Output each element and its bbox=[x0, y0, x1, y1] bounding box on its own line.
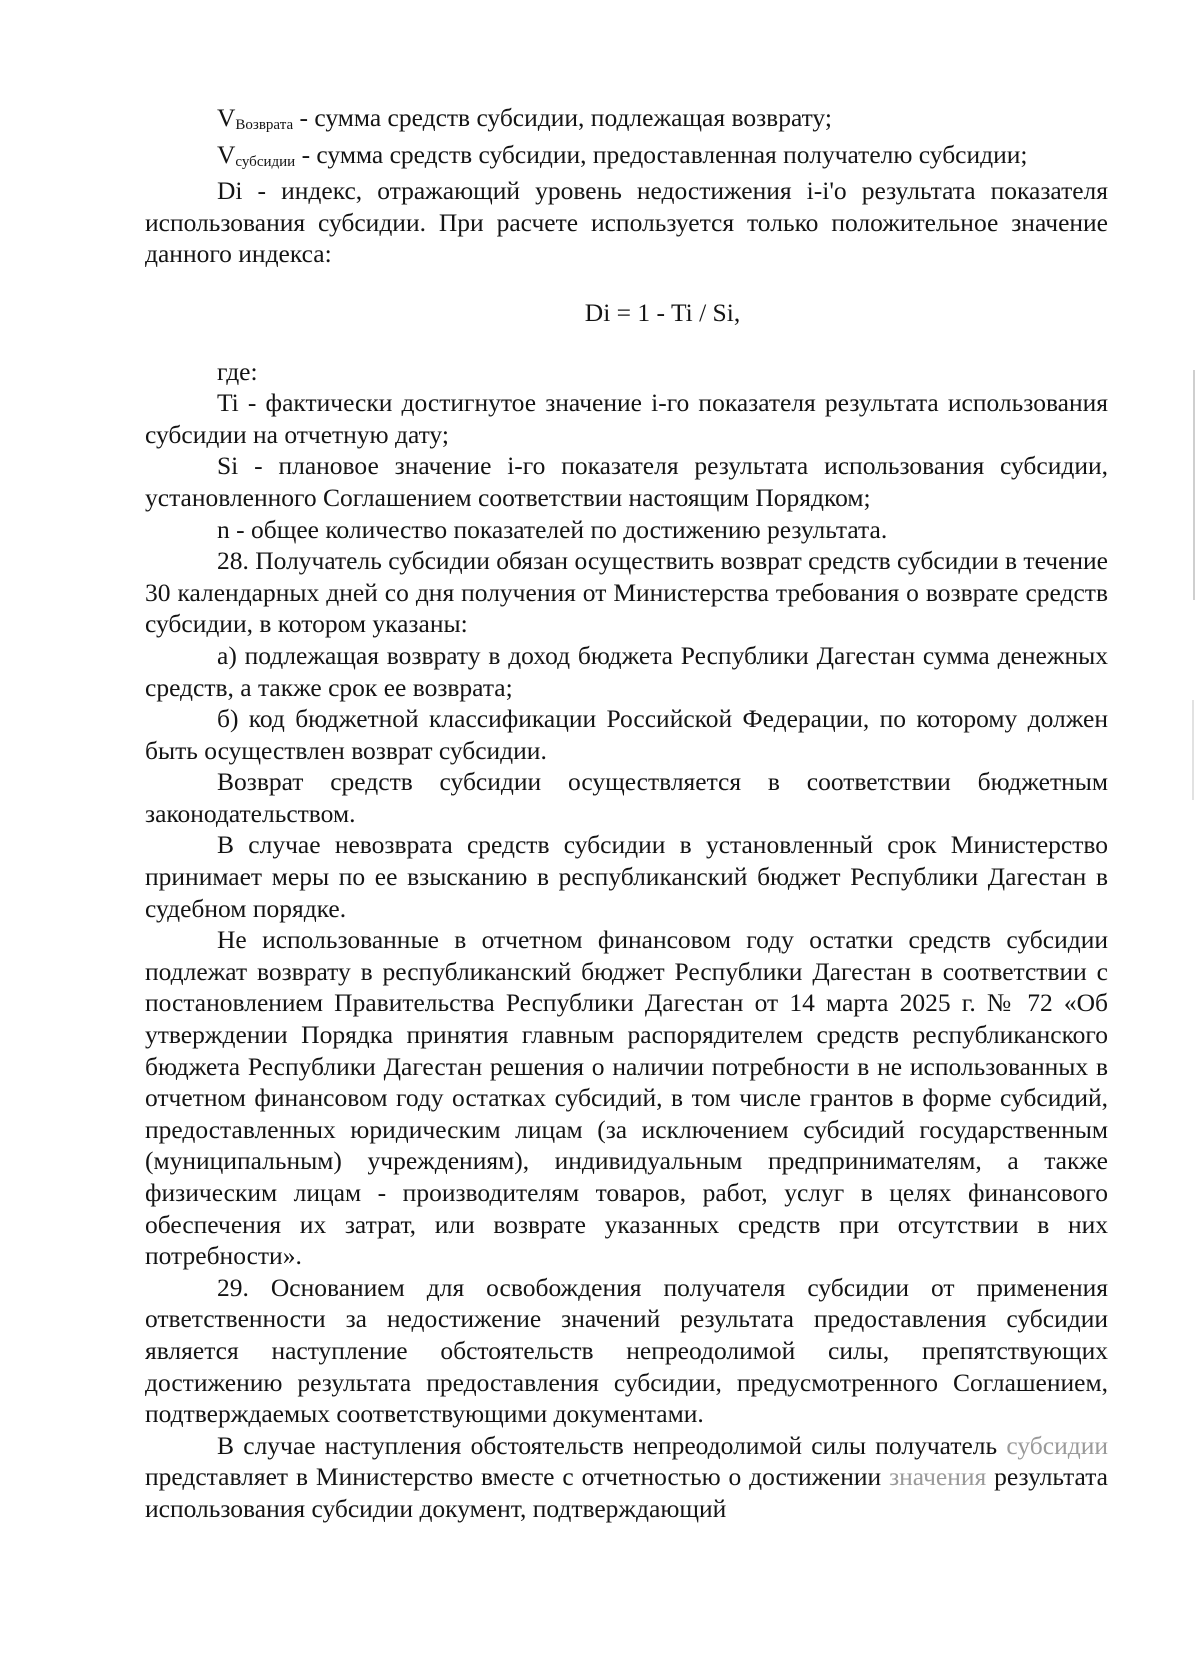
clause-28-item-b: б) код бюджетной классификации Российской Федерации, по которому должен быть осуществлен возврат субсидии. bbox=[145, 704, 1108, 765]
clause-28: 28. Получатель субсидии обязан осуществить возврат средств субсидии в течение 30 календарных дней со дня получения от Министерства требования о возврате средств субсидии, в котором указаны: bbox=[145, 546, 1108, 639]
v-return-text: - сумма средств субсидии, подлежащая возврату; bbox=[293, 103, 832, 132]
clause-29: 29. Основанием для освобождения получателя субсидии от применения ответственности за недостижение значений результата предоставления субсидии является наступление обстоятельств непреодолимой силы, препятствующих достижению результата предоставления субсидии, предусмотренного Соглашением, подтверждаемых соответствующими документами. bbox=[145, 1272, 1108, 1429]
v-return-symbol: V bbox=[217, 103, 236, 132]
where-label: где: bbox=[217, 356, 258, 386]
force-majeure-mid: представляет в Министерство вместе с отчетностью о достижении bbox=[145, 1462, 890, 1492]
n-definition: n - общее количество показателей по достижению результата. bbox=[217, 514, 888, 544]
clause-28-item-a: а) подлежащая возврату в доход бюджета Республики Дагестан сумма денежных средств, а также срок ее возврата; bbox=[145, 640, 1108, 702]
force-majeure-faded-word-1: субсидии bbox=[1006, 1430, 1109, 1460]
v-subsidy-subscript: субсидии bbox=[235, 153, 296, 170]
unused-balances-paragraph: Не использованные в отчетном финансовом году остатки средств субсидии подлежат возврату в республиканский бюджет Республики Дагестан в соответствии с постановлением Правительства Республики Дагестан от 14 марта 2025 г. № 72 «Об утверждении Порядка принятия главным распорядителем средств республиканского бюджета Республики Дагестан решения о наличии потребности в не использованных в отчетном финансовом году остатках субсидий, в том числе грантов в форме субсидий, предоставленных юридическим лицам (за исключением субсидий государственным (муниципальным) учреждениям), индивидуальным предпринимателям, а также физическим лицам - производителям товаров, работ, услуг в целях финансового обеспечения их затрат, или возврате указанных средств при отсутствии в них потребности». bbox=[145, 925, 1108, 1271]
v-return-subscript: Возврата bbox=[235, 117, 294, 133]
di-definition: Di - индекс, отражающий уровень недостижения i-i'о результата показателя использования субсидии. При расчете используется только положительное значение данного индекса: bbox=[145, 176, 1108, 269]
scan-edge-mark bbox=[1192, 700, 1194, 800]
v-return-definition bbox=[145, 102, 1108, 139]
di-formula: Di = 1 - Ti / Si, bbox=[584, 297, 741, 327]
force-majeure-start: В случае наступления обстоятельств непреодолимой силы получатель bbox=[217, 1430, 998, 1460]
non-return-paragraph: В случае невозврата средств субсидии в установленный срок Министерство принимает меры по ее взысканию в республиканский бюджет Республики Дагестан в судебном порядке. bbox=[145, 830, 1108, 923]
force-majeure-paragraph bbox=[145, 1430, 1108, 1525]
force-majeure-faded-word-2: значения bbox=[889, 1462, 987, 1492]
return-law-paragraph: Возврат средств субсидии осуществляется в соответствии бюджетным законодательством. bbox=[145, 767, 1108, 828]
ti-definition: Ti - фактически достигнутое значение i-го показателя результата использования субсидии на отчетную дату; bbox=[145, 388, 1108, 449]
v-subsidy-symbol: V bbox=[217, 139, 236, 169]
v-subsidy-definition bbox=[145, 139, 1108, 176]
document-page bbox=[145, 102, 1108, 1525]
scan-edge-mark bbox=[1193, 370, 1195, 600]
force-majeure-end: результата использования субсидии документ, подтверждающий bbox=[145, 1462, 1108, 1523]
si-definition: Si - плановое значение i-го показателя результата использования субсидии, установленного Соглашением соответствии настоящим Порядком; bbox=[145, 451, 1108, 512]
v-subsidy-text: - сумма средств субсидии, предоставленная получателю субсидии; bbox=[295, 139, 1028, 169]
